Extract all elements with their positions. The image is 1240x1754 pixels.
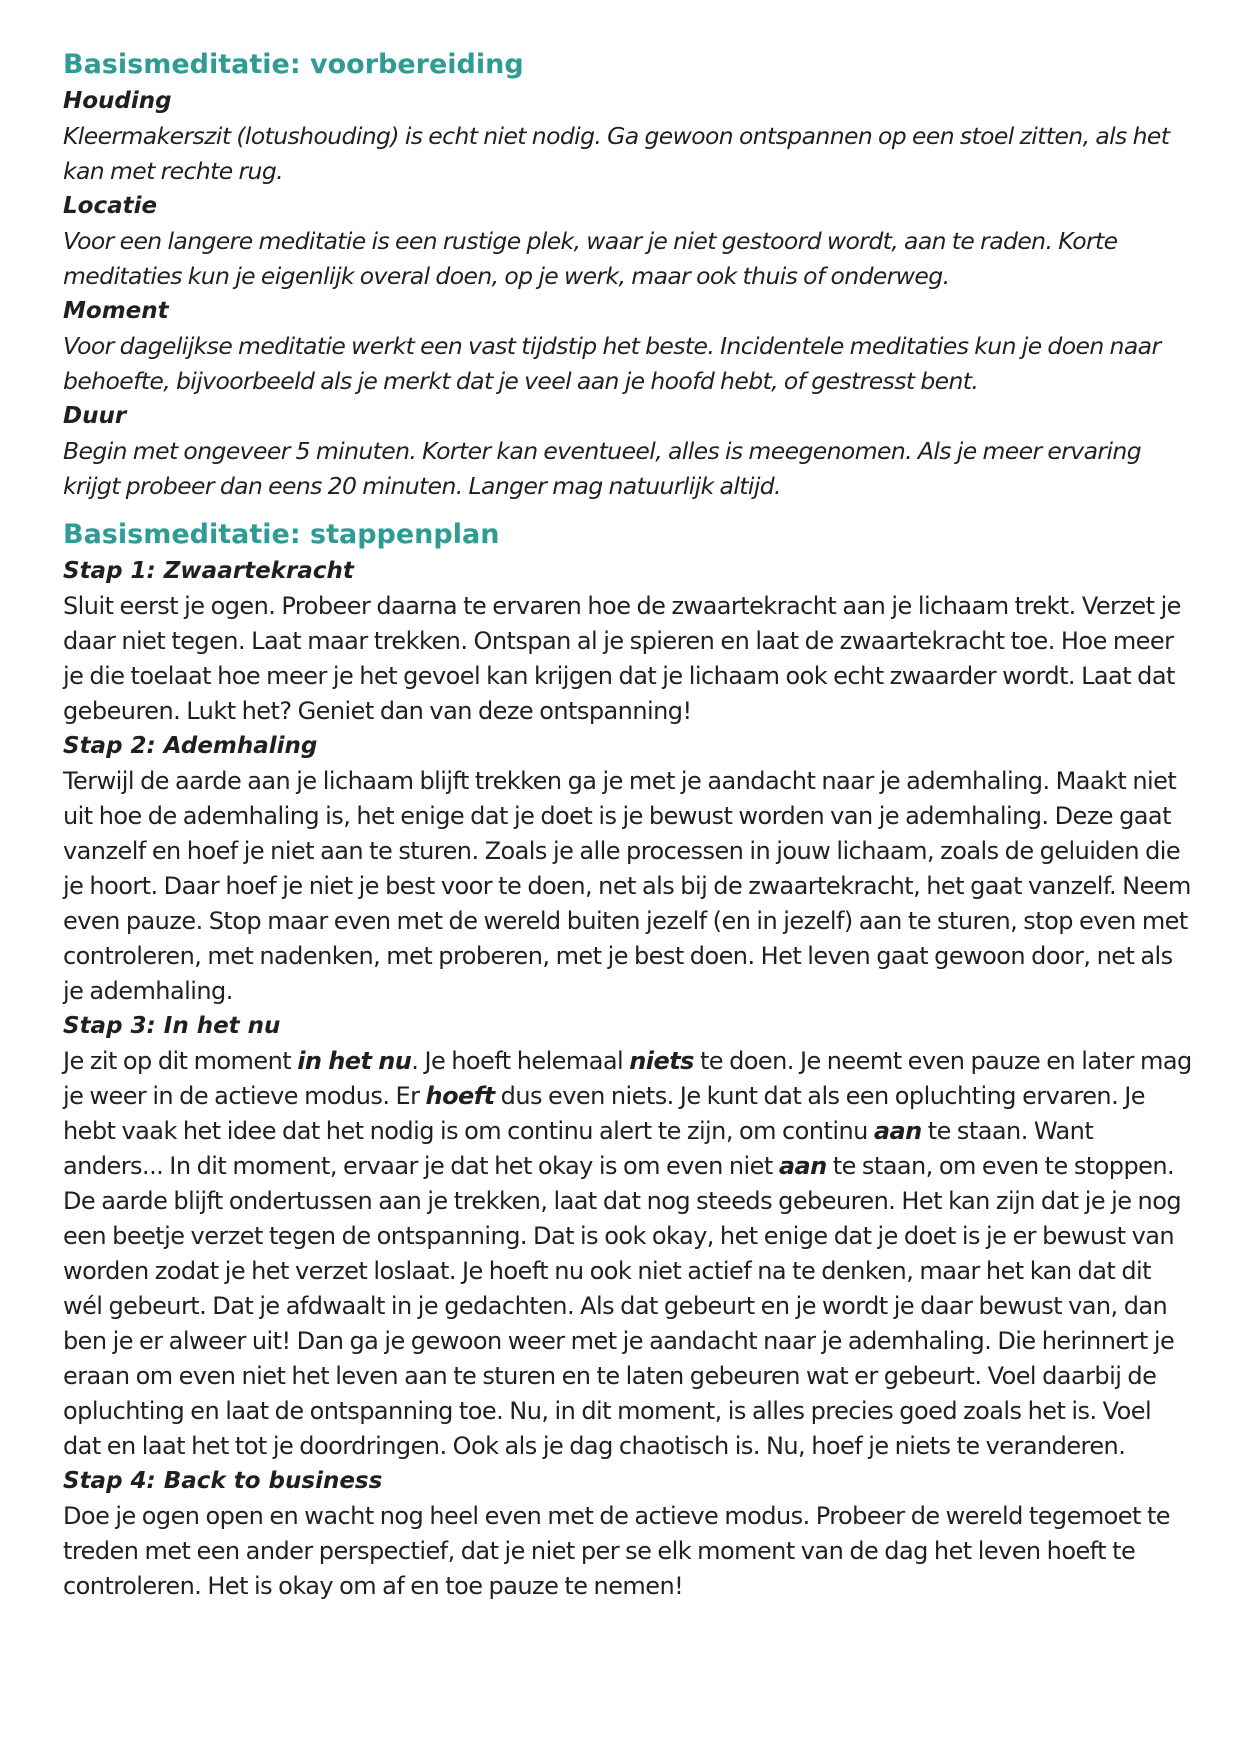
heading-duur: Duur [63, 403, 127, 429]
heading-stap-4: Stap 4: Back to business [63, 1468, 383, 1494]
text-segment: dus even niets. Je kunt dat als een opluchting ervaren. Je hebt vaak het idee dat het nodig is om continu alert te zijn, om continu [63, 1082, 1145, 1145]
heading-stap-3: Stap 3: In het nu [63, 1013, 281, 1039]
text-segment: te staan. Want anders... In dit moment, ervaar je dat het okay is om even niet [63, 1117, 1094, 1180]
text-stap-3 [63, 1044, 1193, 1464]
text-stap-1: Sluit eerst je ogen. Probeer daarna te ervaren hoe de zwaartekracht aan je lichaam trekt. Verzet je daar niet tegen. Laat maar trekken. Ontspan al je spieren en laat de zwaartekracht toe. Hoe meer je die toelaat hoe meer je het gevoel kan krijgen dat je lichaam ook echt zwaarder wordt. Laat dat gebeuren. Lukt het? Geniet dan van deze ontspanning! [63, 592, 1181, 725]
text-locatie: Voor een langere meditatie is een rustige plek, waar je niet gestoord wordt, aan te raden. Korte meditaties kun je eigenlijk overal doen, op je werk, maar ook thuis of onderweg. [63, 227, 1118, 290]
text-stap-2: Terwijl de aarde aan je lichaam blijft trekken ga je met je aandacht naar je ademhaling. Maakt niet uit hoe de ademhaling is, het enige dat je doet is je bewust worden van je ademhaling. Deze gaat vanzelf en hoef je niet aan te sturen. Zoals je alle processen in jouw lichaam, zoals de geluiden die je hoort. Daar hoef je niet je best voor te doen, net als bij de zwaartekracht, het gaat vanzelf. Neem even pauze. Stop maar even met de wereld buiten jezelf (en in jezelf) aan te sturen, stop even met controleren, met nadenken, met proberen, met je best doen. Het leven gaat gewoon door, net als je ademhaling. [63, 767, 1191, 1005]
section-title-voorbereiding: Basismeditatie: voorbereiding [63, 49, 524, 80]
emphasis-in-het-nu: in het nu [297, 1047, 412, 1075]
section-title-stappenplan: Basismeditatie: stappenplan [63, 519, 500, 550]
heading-stap-2: Stap 2: Ademhaling [63, 733, 318, 759]
text-duur: Begin met ongeveer 5 minuten. Korter kan eventueel, alles is meegenomen. Als je meer ervaring krijgt probeer dan eens 20 minuten. Langer mag natuurlijk altijd. [63, 437, 1142, 500]
emphasis-hoeft: hoeft [425, 1082, 495, 1110]
text-moment: Voor dagelijkse meditatie werkt een vast tijdstip het beste. Incidentele meditaties kun je doen naar behoefte, bijvoorbeeld als je merkt dat je veel aan je hoofd hebt, of gestresst bent. [63, 332, 1161, 395]
text-segment: . Je hoeft helemaal [411, 1047, 630, 1075]
text-segment: Je zit op dit moment [63, 1047, 298, 1075]
text-segment: te doen. Je neemt even pauze en later mag je weer in de actieve modus. Er [63, 1047, 1192, 1110]
heading-locatie: Locatie [63, 193, 158, 219]
text-stap-4: Doe je ogen open en wacht nog heel even met de actieve modus. Probeer de wereld tegemoet te treden met een ander perspectief, dat je niet per se elk moment van de dag het leven hoeft te controleren. Het is okay om af en toe pauze te nemen! [63, 1502, 1171, 1600]
emphasis-aan: aan [873, 1117, 922, 1145]
emphasis-aan: aan [778, 1152, 827, 1180]
text-segment: te staan, om even te stoppen. De aarde blijft ondertussen aan je trekken, laat dat nog steeds gebeuren. Het kan zijn dat je je nog een beetje verzet tegen de ontspanning. Dat is ook okay, het enige dat je doet is je er bewust van worden zodat je het verzet loslaat. Je hoeft nu ook niet actief na te denken, maar het kan dat dit wél gebeurt. Dat je afdwaalt in je gedachten. Als dat gebeurt en je wordt je daar bewust van, dan ben je er alweer uit! Dan ga je gewoon weer met je aandacht naar je ademhaling. Die herinnert je eraan om even niet het leven aan te sturen en te laten gebeuren wat er gebeurt. Voel daarbij de opluchting en laat de ontspanning toe. Nu, in dit moment, is alles precies goed zoals het is. Voel dat en laat het tot je doordringen. Ook als je dag chaotisch is. Nu, hoef je niets te veranderen. [63, 1152, 1182, 1460]
heading-stap-1: Stap 1: Zwaartekracht [63, 558, 354, 584]
emphasis-niets: niets [629, 1047, 694, 1075]
heading-moment: Moment [63, 298, 169, 324]
heading-houding: Houding [63, 88, 172, 114]
text-houding: Kleermakerszit (lotushouding) is echt niet nodig. Ga gewoon ontspannen op een stoel zitten, als het kan met rechte rug. [63, 122, 1170, 185]
document-page [63, 46, 1193, 1604]
